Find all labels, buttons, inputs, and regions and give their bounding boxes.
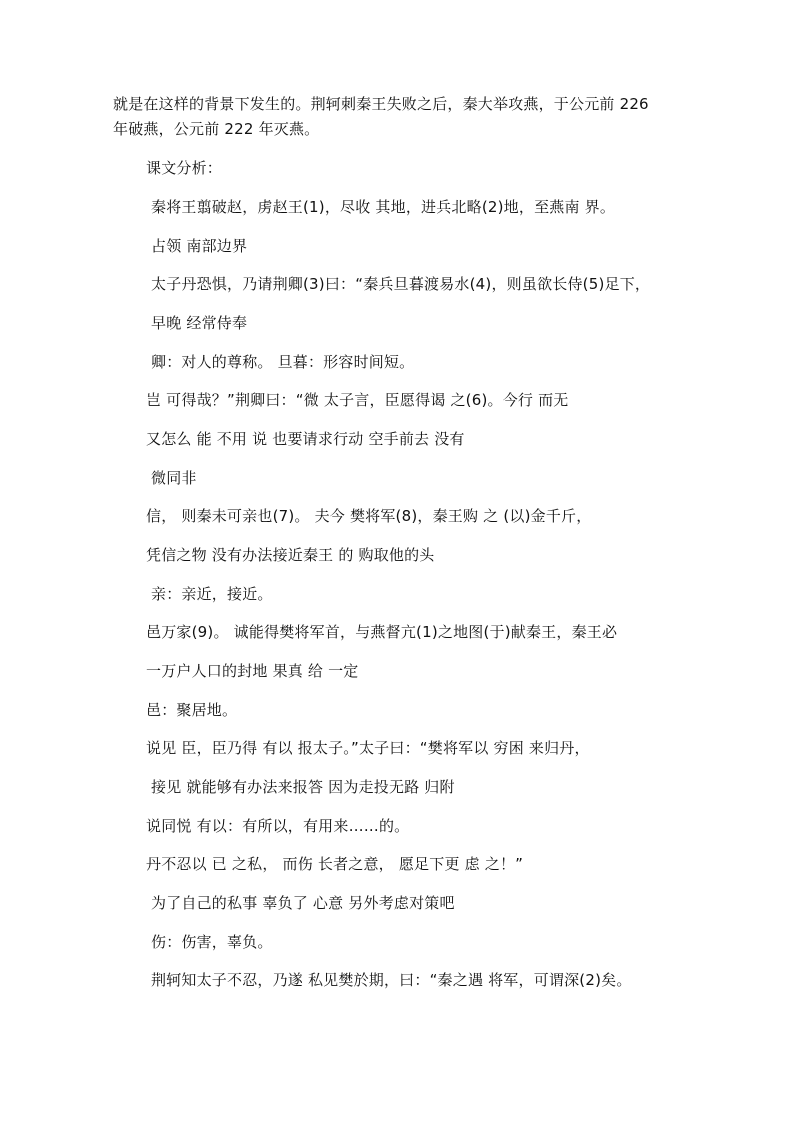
- text-line-22: 为了自己的私事 辜负了 心意 另外考虑对策吧: [151, 894, 455, 912]
- text-line-21: 丹不忍以 已 之私， 而伤 长者之意， 愿足下更 虑 之！”: [146, 855, 524, 873]
- text-line-19: 接见 就能够有办法来报答 因为走投无路 归附: [151, 778, 455, 796]
- text-line-2: 年破燕，公元前 222 年灭燕。: [113, 120, 320, 138]
- text-line-5: 占领 南部边界: [151, 237, 248, 255]
- text-line-23: 伤：伤害，辜负。: [151, 933, 273, 951]
- section-heading: 课文分析：: [146, 159, 223, 177]
- text-line-8: 卿：对人的尊称。 旦暮：形容时间短。: [151, 353, 415, 371]
- text-line-10: 又怎么 能 不用 说 也要请求行动 空手前去 没有: [146, 430, 465, 448]
- text-line-13: 凭信之物 没有办法接近秦王 的 购取他的头: [146, 546, 435, 564]
- text-line-15: 邑万家(9)。 诚能得樊将军首，与燕督亢(1)之地图(于)献秦王，秦王必: [146, 623, 618, 641]
- text-line-18: 说见 臣，臣乃得 有以 报太子。”太子曰：“樊将军以 穷困 来归丹，: [146, 739, 590, 757]
- text-line-20: 说同悦 有以：有所以，有用来……的。: [146, 817, 410, 835]
- text-line-11: 微同非: [151, 469, 197, 487]
- text-line-9: 岂 可得哉？”荆卿曰：“微 太子言，臣愿得谒 之(6)。今行 而无: [146, 391, 569, 409]
- text-line-14: 亲：亲近，接近。: [151, 585, 273, 603]
- text-line-6: 太子丹恐惧，乃请荆卿(3)曰：“秦兵旦暮渡易水(4)，则虽欲长侍(5)足下，: [151, 275, 651, 293]
- text-line-4: 秦将王翦破赵，虏赵王(1)，尽收 其地，进兵北略(2)地，至燕南 界。: [151, 198, 616, 216]
- text-line-16: 一万户人口的封地 果真 给 一定: [146, 662, 359, 680]
- text-line-7: 早晚 经常侍奉: [151, 314, 248, 332]
- text-line-12: 信， 则秦未可亲也(7)。 夫今 樊将军(8)，秦王购 之 (以)金千斤，: [146, 507, 592, 525]
- text-line-1: 就是在这样的背景下发生的。荆轲刺秦王失败之后，秦大举攻燕，于公元前 226: [113, 95, 649, 113]
- text-line-24: 荆轲知太子不忍，乃遂 私见樊於期，曰：“秦之遇 将军，可谓深(2)矣。: [151, 971, 632, 989]
- text-line-17: 邑：聚居地。: [146, 701, 238, 719]
